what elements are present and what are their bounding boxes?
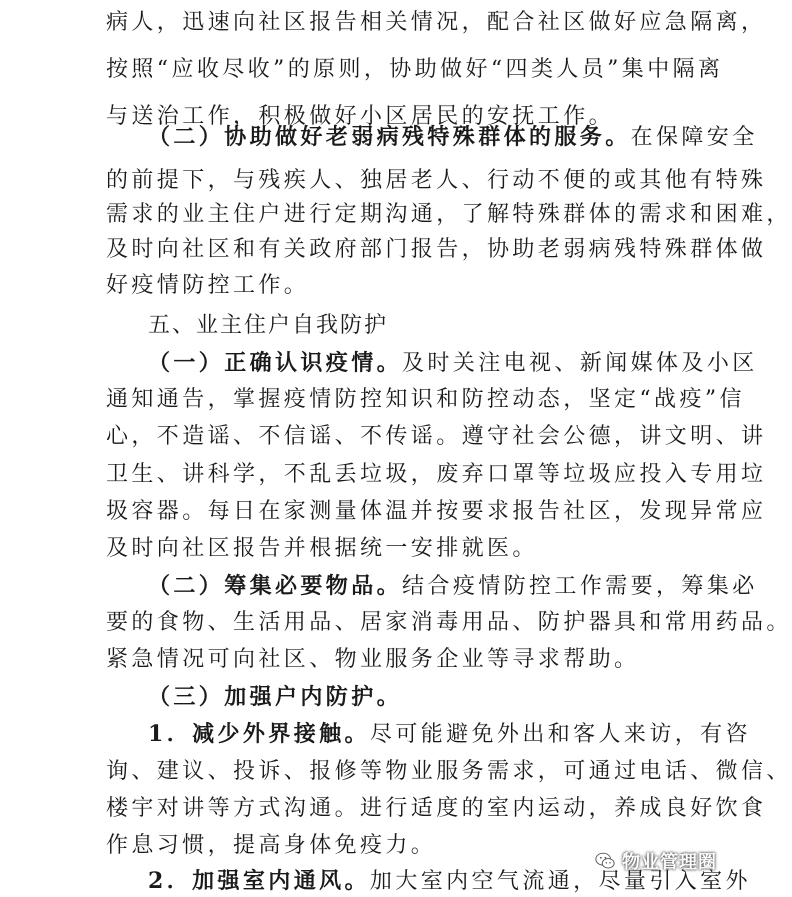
watermark — [594, 848, 717, 874]
subheading-bold: （三）加强户内防护。 — [148, 684, 403, 710]
text-run: 结合疫情防控工作需要，筹集必 — [402, 574, 758, 599]
text-line: 与送治工作，积极做好小区居民的安抚工作。 — [106, 104, 615, 129]
subheading-line — [148, 719, 751, 750]
text-line: 心，不造谣、不信谣、不传谣。遵守社会公德，讲文明、讲 — [106, 424, 767, 449]
text-line: 圾容器。每日在家测量体温并按要求报告社区，发现异常应 — [106, 499, 767, 524]
text-line: 紧急情况可向社区、物业服务企业等寻求帮助。 — [106, 647, 640, 672]
text-run: 及时关注电视、新闻媒体及小区 — [402, 351, 758, 376]
text-line: 要的食物、生活用品、居家消毒用品、防护器具和常用药品。 — [106, 610, 792, 635]
text-run: 在保障安全 — [630, 125, 758, 150]
wechat-icon — [594, 850, 616, 872]
subheading-bold: （一）正确认识疫情。 — [148, 350, 403, 376]
subheading-bold: （二）协助做好老弱病残特殊群体的服务。 — [148, 124, 631, 150]
text-run: 尽可能避免外出和客人来访，有咨 — [369, 722, 751, 747]
subheading-bold: 2．加强室内通风。 — [148, 868, 370, 894]
watermark-text: 物业管理圈 — [622, 852, 717, 873]
subheading-bold: （二）筹集必要物品。 — [148, 573, 403, 599]
text-line: 楼宇对讲等方式沟通。进行适度的室内运动，养成良好饮食 — [106, 796, 767, 821]
subheading-line — [148, 682, 708, 713]
text-line: 及时向社区报告并根据统一安排就医。 — [106, 536, 538, 561]
text-line: 按照“应收尽收”的原则，协助做好“四类人员”集中隔离 — [106, 57, 724, 82]
text-line: 的前提下，与残疾人、独居老人、行动不便的或其他有特殊 — [106, 168, 767, 193]
subheading-line — [148, 571, 758, 602]
text-line: 病人，迅速向社区报告相关情况，配合社区做好应急隔离， — [106, 10, 767, 35]
section-heading: 五、业主住户自我防护 — [148, 313, 389, 338]
text-line: 卫生、讲科学，不乱丢垃圾，废弃口罩等垃圾应投入专用垃 — [106, 462, 767, 487]
text-line: 好疫情防控工作。 — [106, 273, 310, 298]
subheading-line — [148, 122, 758, 153]
text-line: 需求的业主住户进行定期沟通，了解特殊群体的需求和困难， — [106, 202, 792, 227]
subheading-line — [148, 348, 758, 379]
text-line: 询、建议、投诉、报修等物业服务需求，可通过电话、微信、 — [106, 759, 792, 784]
text-run: 加大室内空气流通，尽量引入室外 — [369, 869, 751, 894]
subheading-bold: 1．减少外界接触。 — [148, 721, 370, 747]
text-line: 通知通告，掌握疫情防控知识和防控动态，坚定“战疫”信 — [106, 387, 745, 412]
text-line: 作息习惯，提高身体免疫力。 — [106, 833, 437, 858]
text-line: 及时向社区和有关政府部门报告，协助老弱病残特殊群体做 — [106, 237, 767, 262]
